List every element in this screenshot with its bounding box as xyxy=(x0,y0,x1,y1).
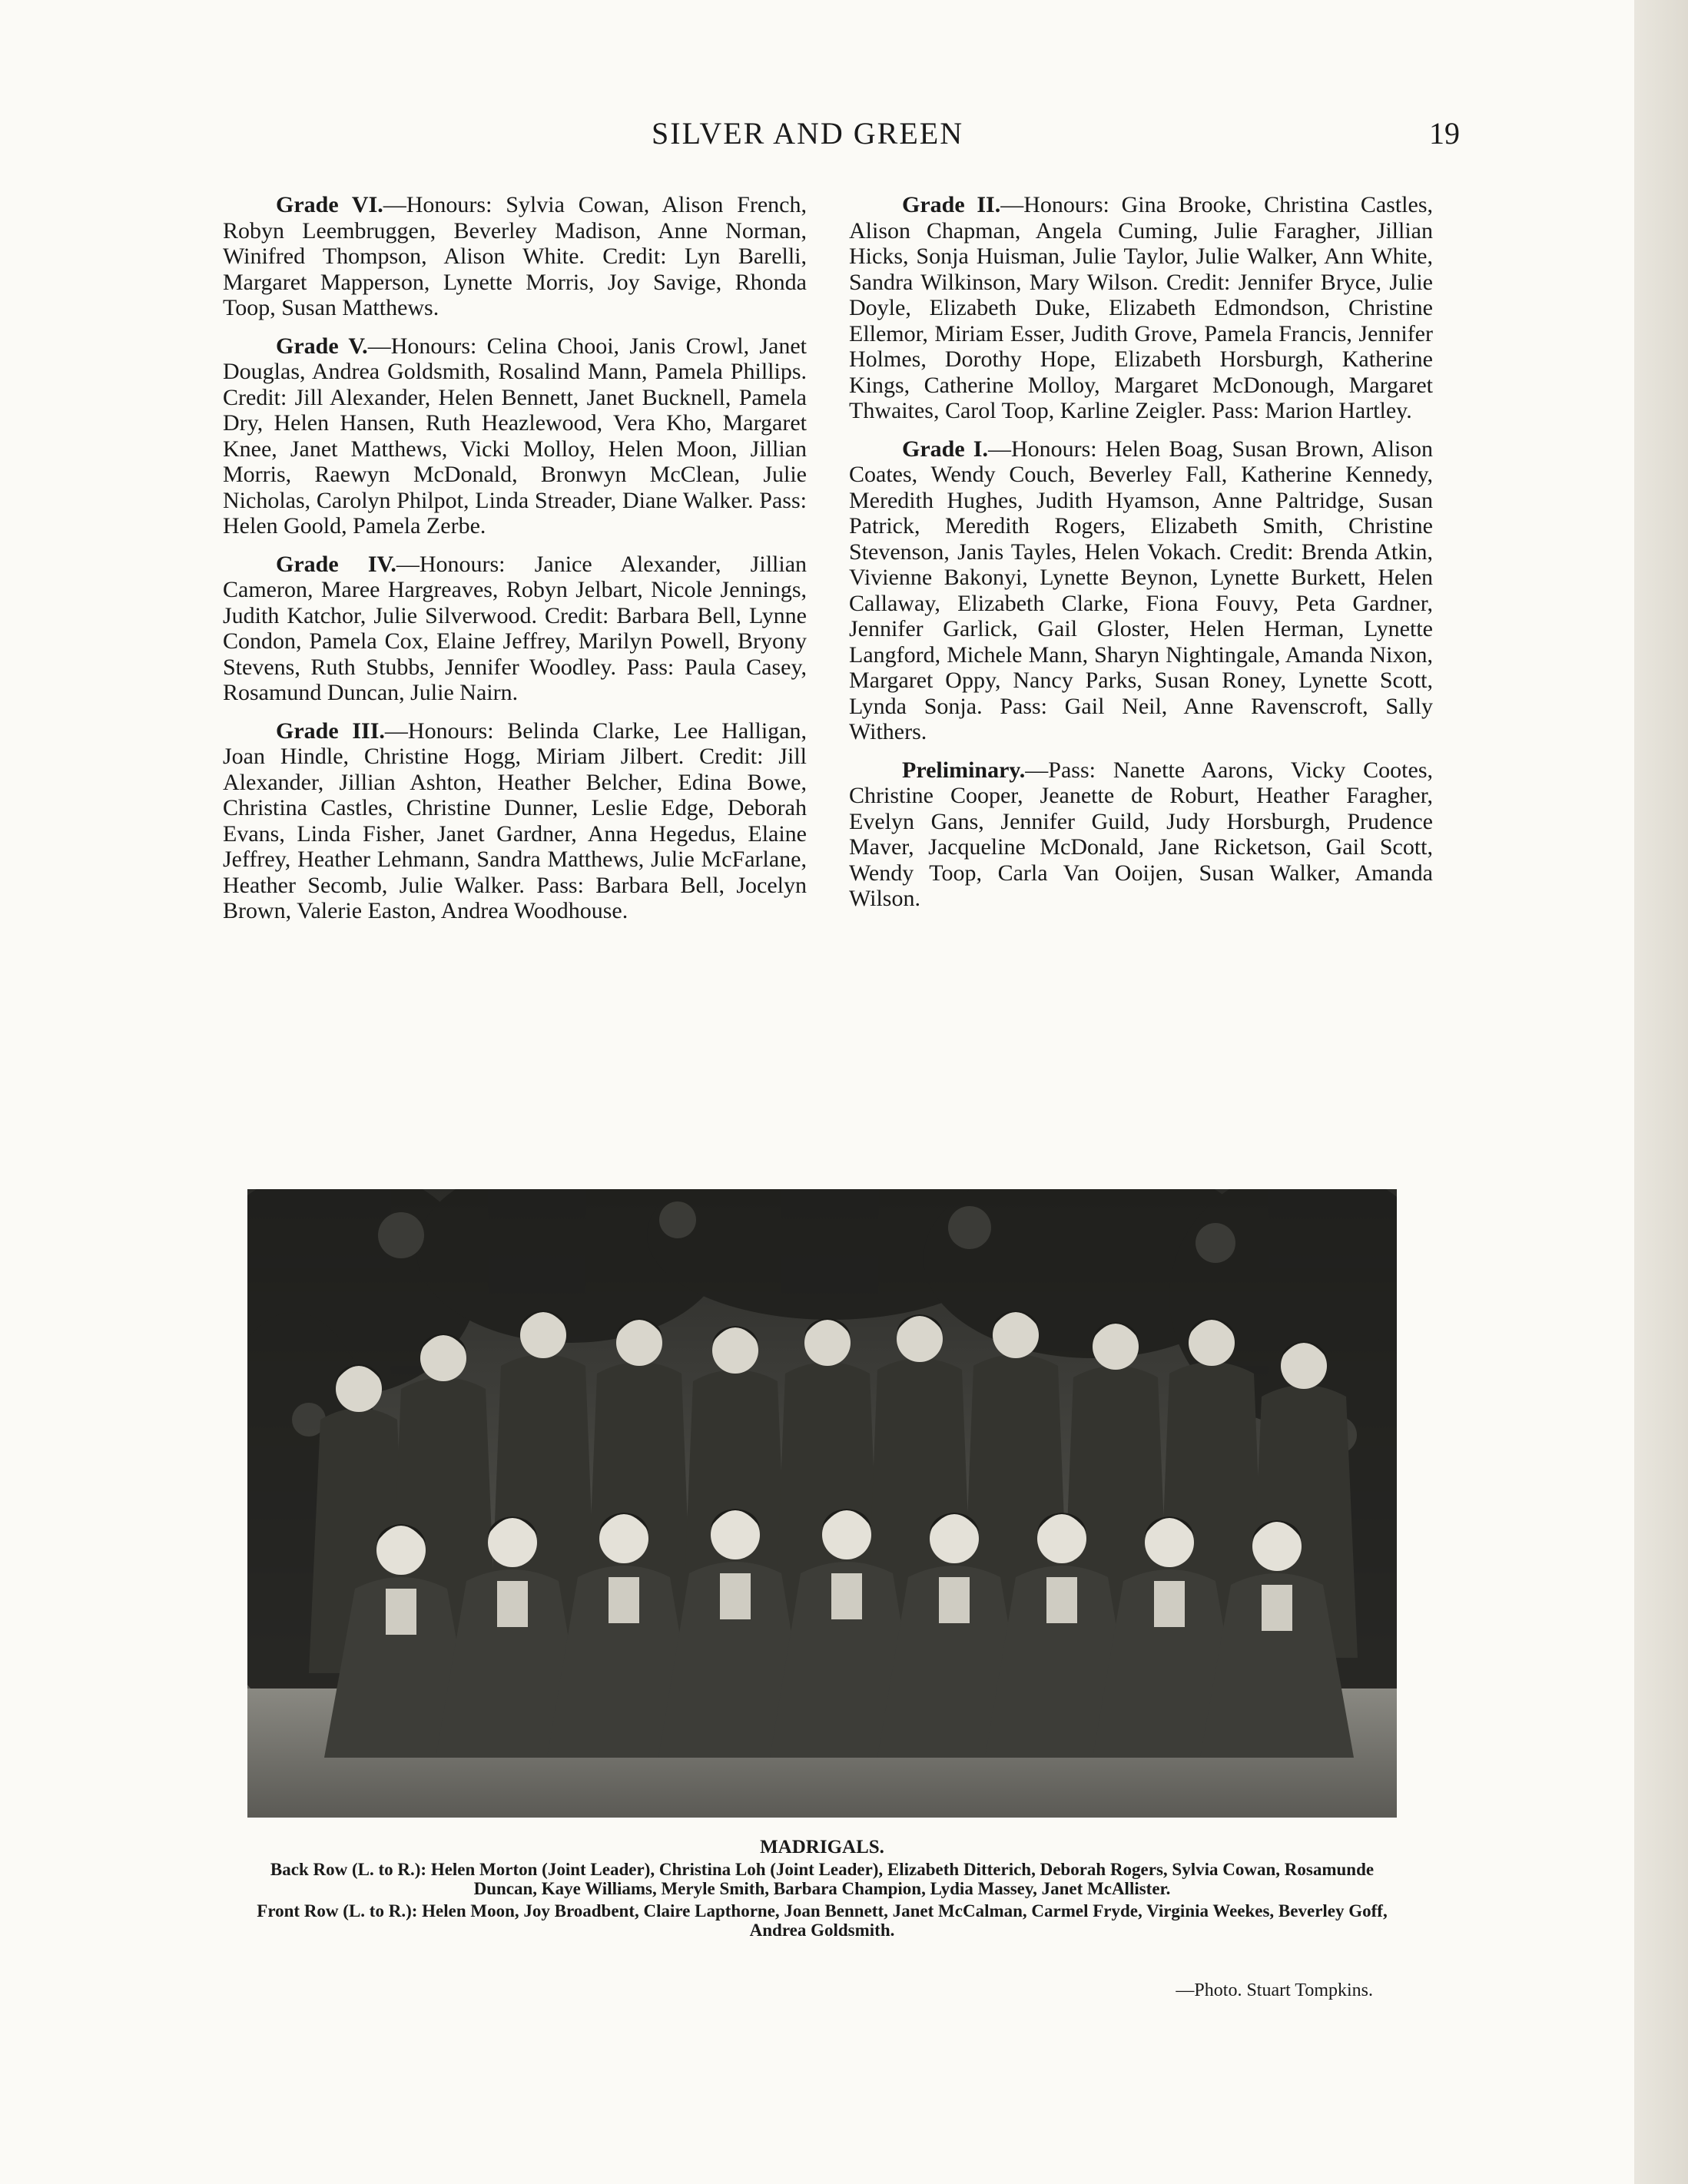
group-photograph xyxy=(247,1189,1397,1818)
running-title: SILVER AND GREEN xyxy=(652,116,964,151)
grade-iv-text: —Honours: Janice Alexander, Jillian Cameron, Maree Hargreaves, Robyn Jelbart, Nicole Jennings, Judith Katchor, Julie Silverwood. Credit: Barbara Bell, Lynne Condon, Pamela Cox, Elaine Jeffrey, Marilyn Powell, Bryony Stevens, Ruth Stubbs, Jennifer Woodley. Pass: Paula Casey, Rosamund Duncan, Julie Nairn. xyxy=(223,551,808,705)
grade-iii-paragraph xyxy=(223,718,807,924)
preliminary-label: Preliminary. xyxy=(902,757,1026,783)
photo-caption xyxy=(247,1838,1397,1943)
grade-v-paragraph xyxy=(223,333,807,539)
running-head xyxy=(384,115,1460,161)
grade-iii-label: Grade III. xyxy=(276,718,385,744)
grade-vi-text: —Honours: Sylvia Cowan, Alison French, Robyn Leembruggen, Beverley Madison, Anne Norman, Winifred Thompson, Alison White. Credit: Lyn Barelli, Margaret Mapperson, Lynette Morris, Joy Savige, Rhonda Toop, Susan Matthews. xyxy=(223,192,807,320)
grade-iv-label: Grade IV. xyxy=(276,551,396,577)
page-edge-shadow xyxy=(1634,0,1688,2184)
grade-i-label: Grade I. xyxy=(902,436,988,462)
preliminary-text: —Pass: Nanette Aarons, Vicky Cootes, Christine Cooper, Jeanette de Roburt, Heather Faragher, Evelyn Gans, Jennifer Guild, Judy Horsburgh, Prudence Maver, Jacqueline McDonald, Jane Ricketson, Gail Scott, Wendy Toop, Carla Van Ooijen, Susan Walker, Amanda Wilson. xyxy=(849,757,1433,911)
photo-illustration xyxy=(247,1189,1397,1818)
grade-v-label: Grade V. xyxy=(276,333,368,359)
caption-back-row: Back Row (L. to R.): Helen Morton (Joint Leader), Christina Loh (Joint Leader), Elizabeth Ditterich, Deborah Rogers, Sylvia Cowan, Rosamunde Duncan, Kaye Williams, Meryle Smith, Barbara Champion, Lydia Massey, Janet McAllister. xyxy=(270,1860,1375,1898)
caption-title: MADRIGALS. xyxy=(760,1837,884,1858)
grade-i-text: —Honours: Helen Boag, Susan Brown, Alison Coates, Wendy Couch, Beverley Fall, Katherine Kennedy, Meredith Hughes, Judith Hyamson, Anne Paltridge, Susan Patrick, Meredith Rogers, Elizabeth Smith, Christine Stevenson, Janis Tayles, Helen Vokach. Credit: Brenda Atkin, Vivienne Bakonyi, Lynette Beynon, Lynette Burkett, Helen Callaway, Elizabeth Clarke, Fiona Fouvy, Peta Gardner, Jennifer Garlick, Gail Gloster, Helen Herman, Lynette Langford, Michele Mann, Sharyn Nightingale, Amanda Nixon, Margaret Oppy, Nancy Parks, Susan Roney, Lynette Scott, Lynda Sonja. Pass: Gail Neil, Anne Ravenscroft, Sally Withers. xyxy=(849,436,1433,744)
grade-vi-paragraph xyxy=(223,192,807,321)
grade-i-paragraph xyxy=(849,436,1433,745)
grade-ii-text: —Honours: Gina Brooke, Christina Castles, Alison Chapman, Angela Cuming, Julie Faragher, Jillian Hicks, Sonja Huisman, Julie Taylor, Julie Walker, Ann White, Sandra Wilkinson, Mary Wilson. Credit: Jennifer Bryce, Julie Doyle, Elizabeth Duke, Elizabeth Edmondson, Christine Ellemor, Miriam Esser, Judith Grove, Pamela Francis, Jennifer Holmes, Dorothy Hope, Elizabeth Horsburgh, Katherine Kings, Catherine Molloy, Margaret McDonough, Margaret Thwaites, Carol Toop, Karline Zeigler. Pass: Marion Hartley. xyxy=(849,192,1434,423)
page-number: 19 xyxy=(1429,116,1460,151)
preliminary-paragraph xyxy=(849,757,1433,912)
grade-ii-paragraph xyxy=(849,192,1433,424)
grade-v-text: —Honours: Celina Chooi, Janis Crowl, Janet Douglas, Andrea Goldsmith, Rosalind Mann, Pamela Phillips. Credit: Jill Alexander, Helen Bennett, Janet Bucknell, Pamela Dry, Helen Hansen, Ruth Heazlewood, Vera Kho, Margaret Knee, Janet Matthews, Vicki Molloy, Helen Moon, Jillian Morris, Raewyn McDonald, Bronwyn McClean, Julie Nicholas, Carolyn Philpot, Linda Streader, Diane Walker. Pass: Helen Goold, Pamela Zerbe. xyxy=(223,333,808,539)
grade-ii-label: Grade II. xyxy=(902,192,1001,217)
left-text-column xyxy=(223,192,807,936)
grade-iv-paragraph xyxy=(223,552,807,706)
caption-front-row: Front Row (L. to R.): Helen Moon, Joy Broadbent, Claire Lapthorne, Joan Bennett, Janet McCalman, Carmel Fryde, Virginia Weekes, Beverley Goff, Andrea Goldsmith. xyxy=(257,1901,1388,1940)
photo-credit: —Photo. Stuart Tompkins. xyxy=(1176,1980,1373,2000)
grade-vi-label: Grade VI. xyxy=(276,192,383,217)
grade-iii-text: —Honours: Belinda Clarke, Lee Halligan, Joan Hindle, Christine Hogg, Miriam Jilbert. Credit: Jill Alexander, Jillian Ashton, Heather Belcher, Edina Bowe, Christina Castles, Christine Dunner, Leslie Edge, Deborah Evans, Linda Fisher, Janet Gardner, Anna Hegedus, Elaine Jeffrey, Heather Lehmann, Sandra Matthews, Julie McFarlane, Heather Secomb, Julie Walker. Pass: Barbara Bell, Jocelyn Brown, Valerie Easton, Andrea Woodhouse. xyxy=(223,718,807,923)
right-text-column xyxy=(849,192,1433,924)
